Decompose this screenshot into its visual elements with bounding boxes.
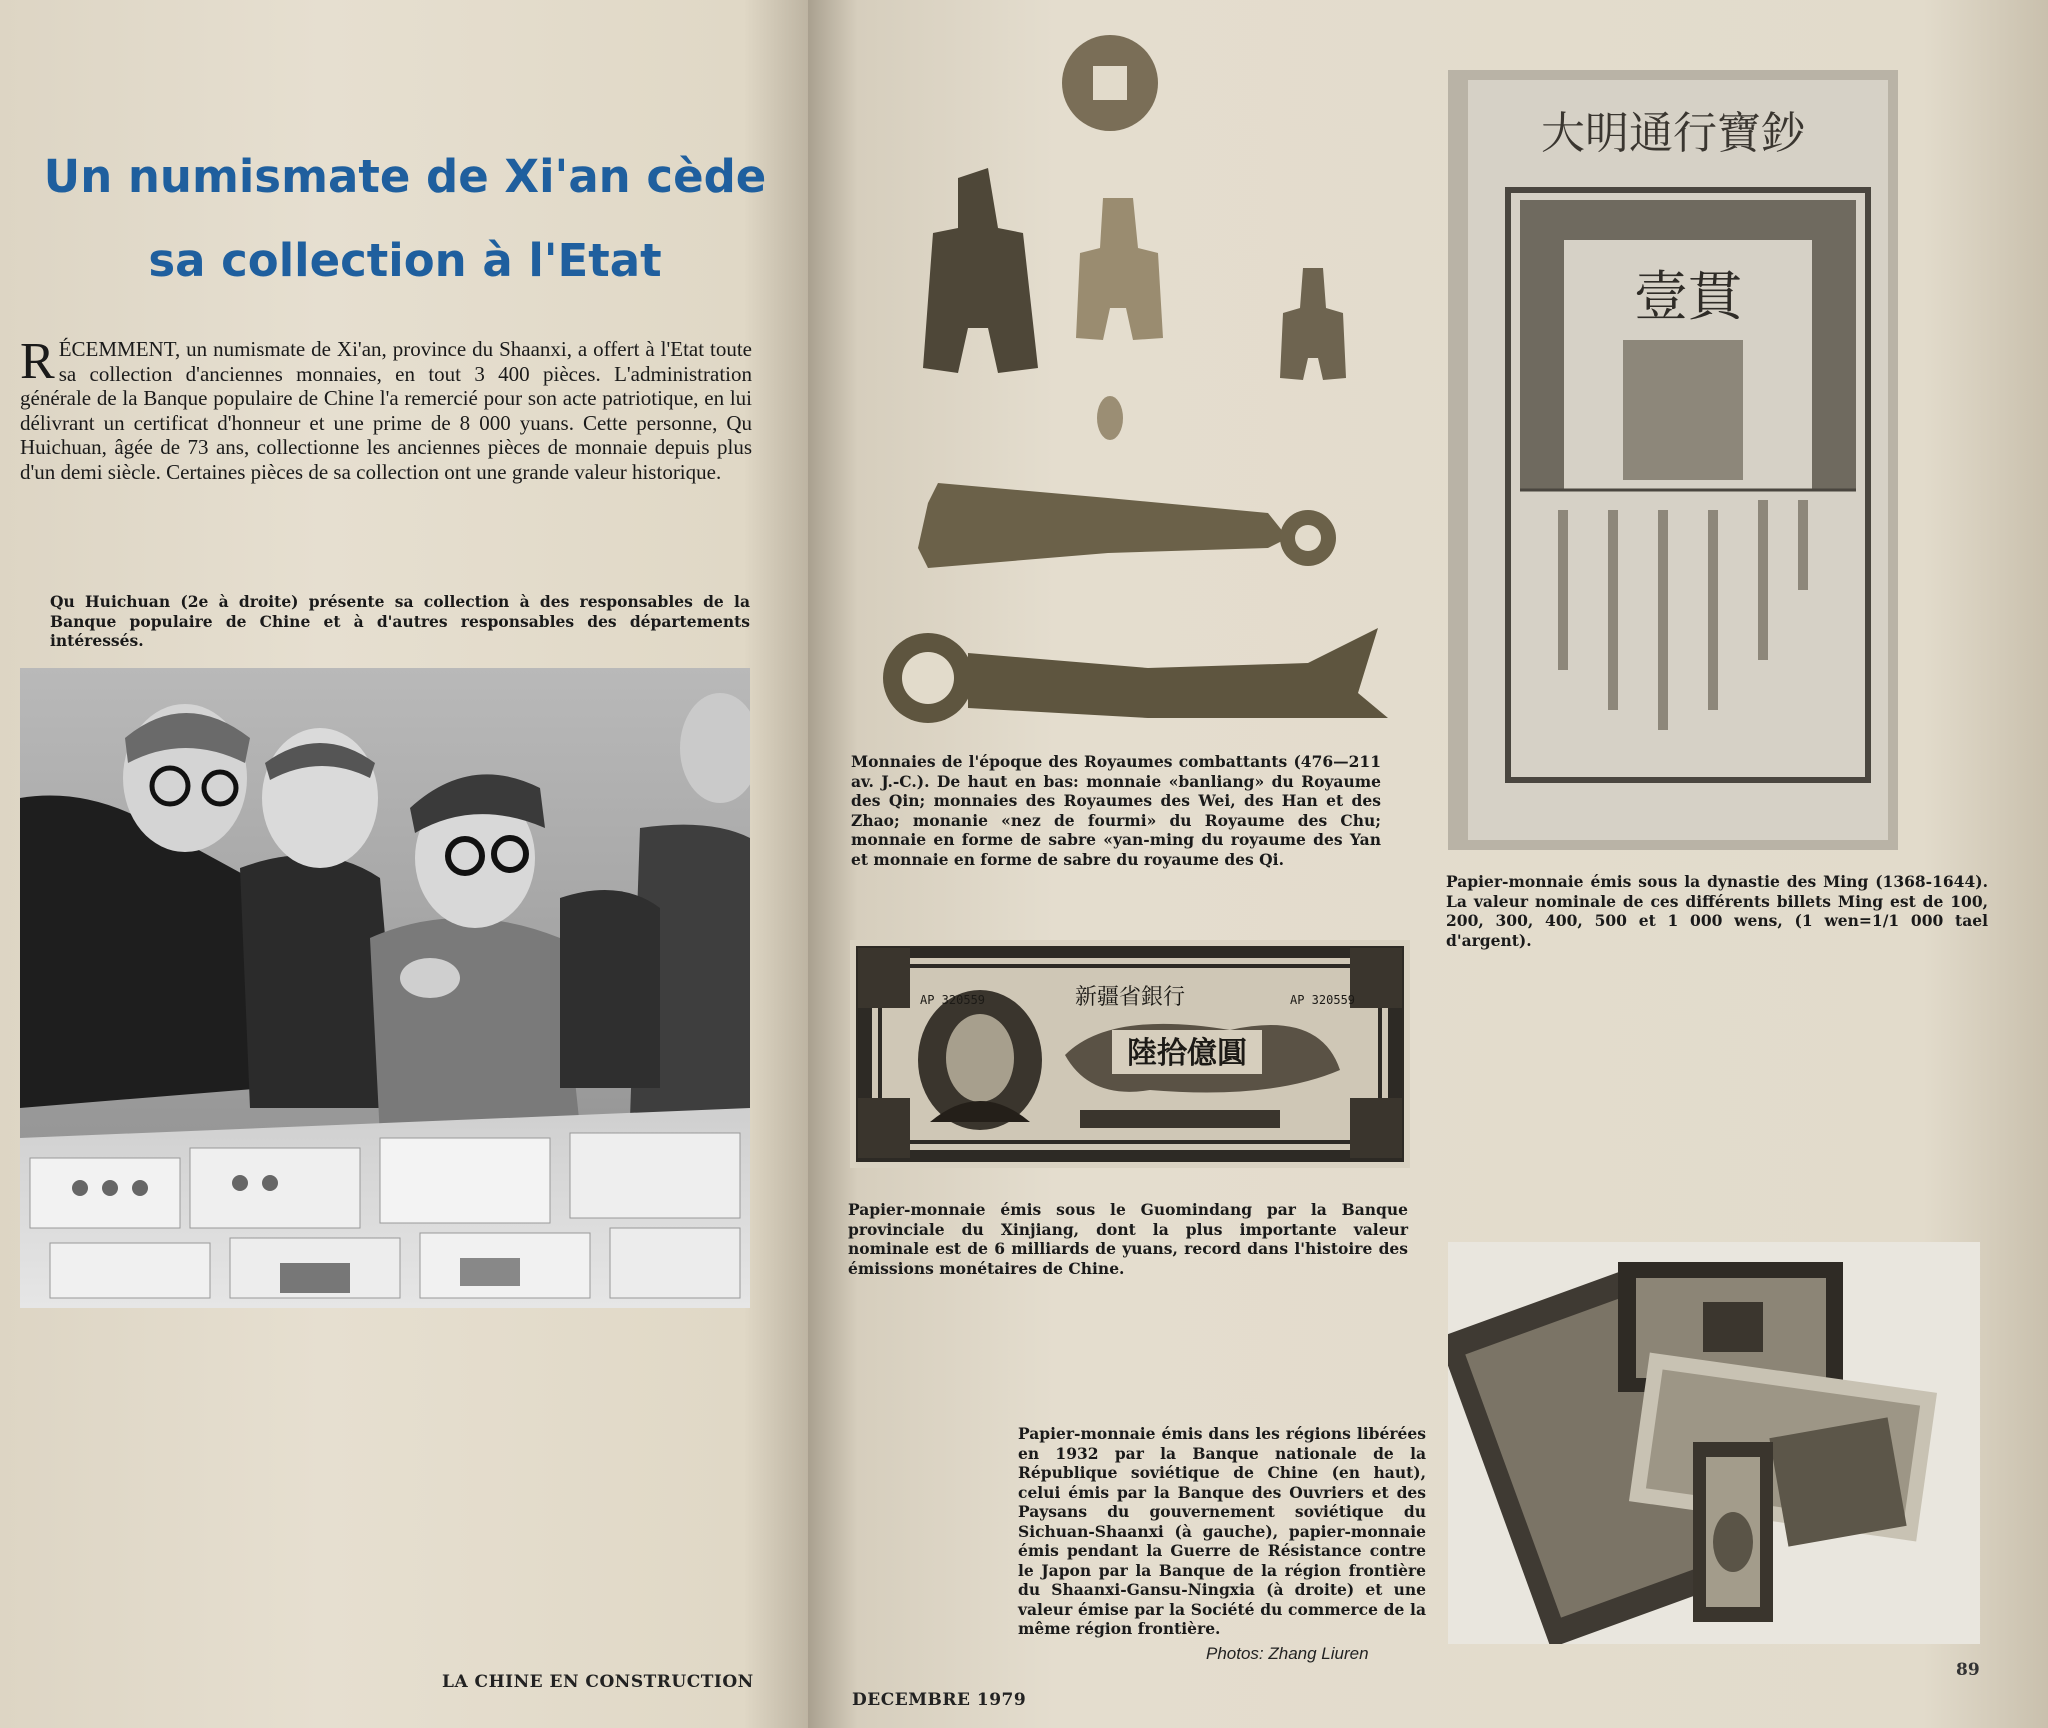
drop-cap: R bbox=[20, 333, 55, 390]
xinjiang-serial-text: AP 320559 bbox=[1290, 993, 1356, 1007]
xinjiang-bank-text: 新疆省銀行 bbox=[1074, 985, 1186, 1010]
soviet-caption: Papier-monnaie émis dans les régions libérées en 1932 par la Banque nationale de la République soviétique de Chine (en haut), celui émis par la Banque des Ouvriers et des Paysans du gouvernement soviétique du Sichuan-Shaanxi (à gauche), papier-monnaie émis pendant la Guerre de Résistance contre le Japon par la Banque de la région frontière du Shaanxi-Gansu-Ningxia (à droite) et une valeur émise par la Société du commerce de la même région frontière. bbox=[1018, 1424, 1426, 1638]
title-line-2: sa collection à l'Etat bbox=[148, 234, 662, 287]
ming-caption: Papier-monnaie émis sous la dynastie des Ming (1368-1644). La valeur nominale de ces différents billets Ming est de 100, 200, 300, 400, 500 et 1 000 wens, (1 wen=1/1 000 tael d'argent). bbox=[1446, 872, 1988, 950]
photo-credit: Photos: Zhang Liuren bbox=[1206, 1644, 1369, 1663]
group-photo bbox=[20, 668, 750, 1308]
running-footer-left: LA CHINE EN CONSTRUCTION bbox=[442, 1672, 754, 1692]
photo-caption: Qu Huichuan (2e à droite) présente sa collection à des responsables de la Banque populaire de Chine et à d'autres responsables des départements intéressés. bbox=[50, 592, 750, 650]
right-page bbox=[808, 0, 2048, 1728]
intro-paragraph bbox=[20, 333, 752, 485]
ming-banknote bbox=[1448, 70, 1898, 850]
xinjiang-value-text: 陸拾億圓 bbox=[1127, 1036, 1247, 1071]
page-number: 89 bbox=[1956, 1660, 1980, 1680]
ancient-coins-figure bbox=[848, 28, 1388, 728]
soviet-banknotes-photo bbox=[1448, 1242, 1980, 1644]
xinjiang-serial-text-left: AP 320559 bbox=[920, 993, 986, 1007]
guomindang-caption: Papier-monnaie émis sous le Guomindang par la Banque provinciale du Xinjiang, dont la plus importante valeur nominale est de 6 milliards de yuans, record dans l'histoire des émissions monétaires de Chine. bbox=[848, 1200, 1408, 1278]
running-footer-right: DECEMBRE 1979 bbox=[852, 1690, 1027, 1710]
coins-caption: Monnaies de l'époque des Royaumes combattants (476—211 av. J.-C.). De haut en bas: monnaie «banliang» du Royaume des Qin; monnaies des Royaumes des Wei, des Han et des Zhao; monanie «nez de fourmi» du Royaume des Chu; monnaie en forme de sabre «yan-ming du royaume des Yan et monnaie en forme de sabre du royaume des Qi. bbox=[851, 752, 1381, 869]
title-line-1: Un numismate de Xi'an cède bbox=[43, 150, 767, 203]
xinjiang-banknote bbox=[850, 940, 1410, 1168]
ming-header-text: 大明通行寶鈔 bbox=[1541, 108, 1805, 159]
ming-value-text: 壹貫 bbox=[1634, 265, 1742, 328]
intro-text: ÉCEMMENT, un numismate de Xi'an, province du Shaanxi, a offert à l'Etat toute sa collection d'anciennes monnaies, en tout 3 400 pièces. L'administration générale de la Banque populaire de Chine l'a remercié pour son acte patriotique, en lui délivrant un certificat d'honneur et une prime de 8 000 yuans. Cette personne, Qu Huichuan, âgée de 73 ans, collectionne les anciennes pièces de monnaie depuis plus d'un demi siècle. Certaines pièces de sa collection ont une grande valeur historique. bbox=[20, 337, 752, 484]
article-title bbox=[20, 135, 790, 303]
left-page bbox=[0, 0, 808, 1728]
